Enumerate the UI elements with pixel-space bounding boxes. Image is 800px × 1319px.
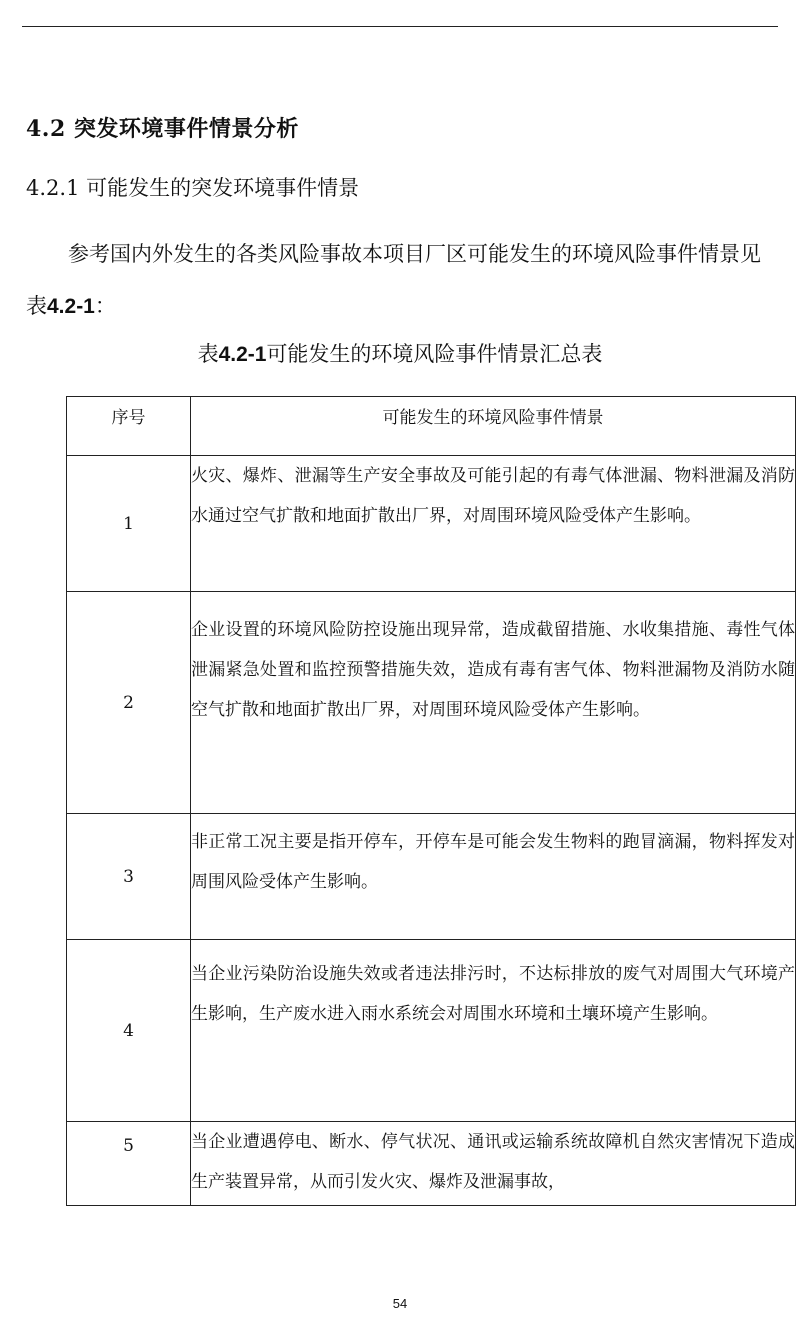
table-row bbox=[67, 1122, 796, 1206]
row-no: 5 bbox=[67, 1122, 191, 1206]
header-no: 序号 bbox=[67, 397, 191, 456]
caption-prefix: 表 bbox=[197, 342, 219, 366]
row-desc: 火灾、爆炸、泄漏等生产安全事故及可能引起的有毒气体泄漏、物料泄漏及消防水通过空气扩散和地面扩散出厂界，对周围环境风险受体产生影响。 bbox=[191, 456, 796, 592]
row-desc: 非正常工况主要是指开停车，开停车是可能会发生物料的跑冒滴漏，物料挥发对周围风险受体产生影响。 bbox=[191, 814, 796, 940]
row-desc: 企业设置的环境风险防控设施出现异常，造成截留措施、水收集措施、毒性气体泄漏紧急处置和监控预警措施失效，造成有毒有害气体、物料泄漏物及消防水随空气扩散和地面扩散出厂界，对周围环境风险受体产生影响。 bbox=[191, 592, 796, 814]
caption-text: 可能发生的环境风险事件情景汇总表 bbox=[266, 342, 603, 366]
header-desc: 可能发生的环境风险事件情景 bbox=[191, 397, 796, 456]
table-caption bbox=[0, 338, 800, 368]
row-desc: 当企业遭遇停电、断水、停气状况、通讯或运输系统故障机自然灾害情况下造成生产装置异常，从而引发火灾、爆炸及泄漏事故， bbox=[191, 1122, 796, 1206]
intro-table-ref: 4.2-1 bbox=[47, 295, 95, 318]
row-no: 2 bbox=[67, 592, 191, 814]
table-row bbox=[67, 814, 796, 940]
row-no: 3 bbox=[67, 814, 191, 940]
header-rule bbox=[22, 26, 778, 27]
intro-text: 参考国内外发生的各类风险事故本项目厂区可能发生的环境风险事件情景见表 bbox=[26, 242, 761, 318]
page-number: 54 bbox=[392, 1296, 408, 1311]
table-row bbox=[67, 592, 796, 814]
table-row bbox=[67, 940, 796, 1122]
row-no: 4 bbox=[67, 940, 191, 1122]
caption-ref: 4.2-1 bbox=[218, 343, 267, 366]
intro-text-end: ： bbox=[94, 294, 116, 318]
table-row bbox=[67, 456, 796, 592]
row-desc: 当企业污染防治设施失效或者违法排污时，不达标排放的废气对周围大气环境产生影响，生产废水进入雨水系统会对周围水环境和土壤环境产生影响。 bbox=[191, 940, 796, 1122]
section-heading: 4.2 突发环境事件情景分析 bbox=[26, 116, 299, 142]
subsection-heading: 4.2.1 可能发生的突发环境事件情景 bbox=[26, 176, 360, 200]
table-header-row bbox=[67, 397, 796, 456]
risk-scenario-table bbox=[66, 396, 796, 1206]
intro-paragraph bbox=[26, 228, 778, 333]
row-no: 1 bbox=[67, 456, 191, 592]
